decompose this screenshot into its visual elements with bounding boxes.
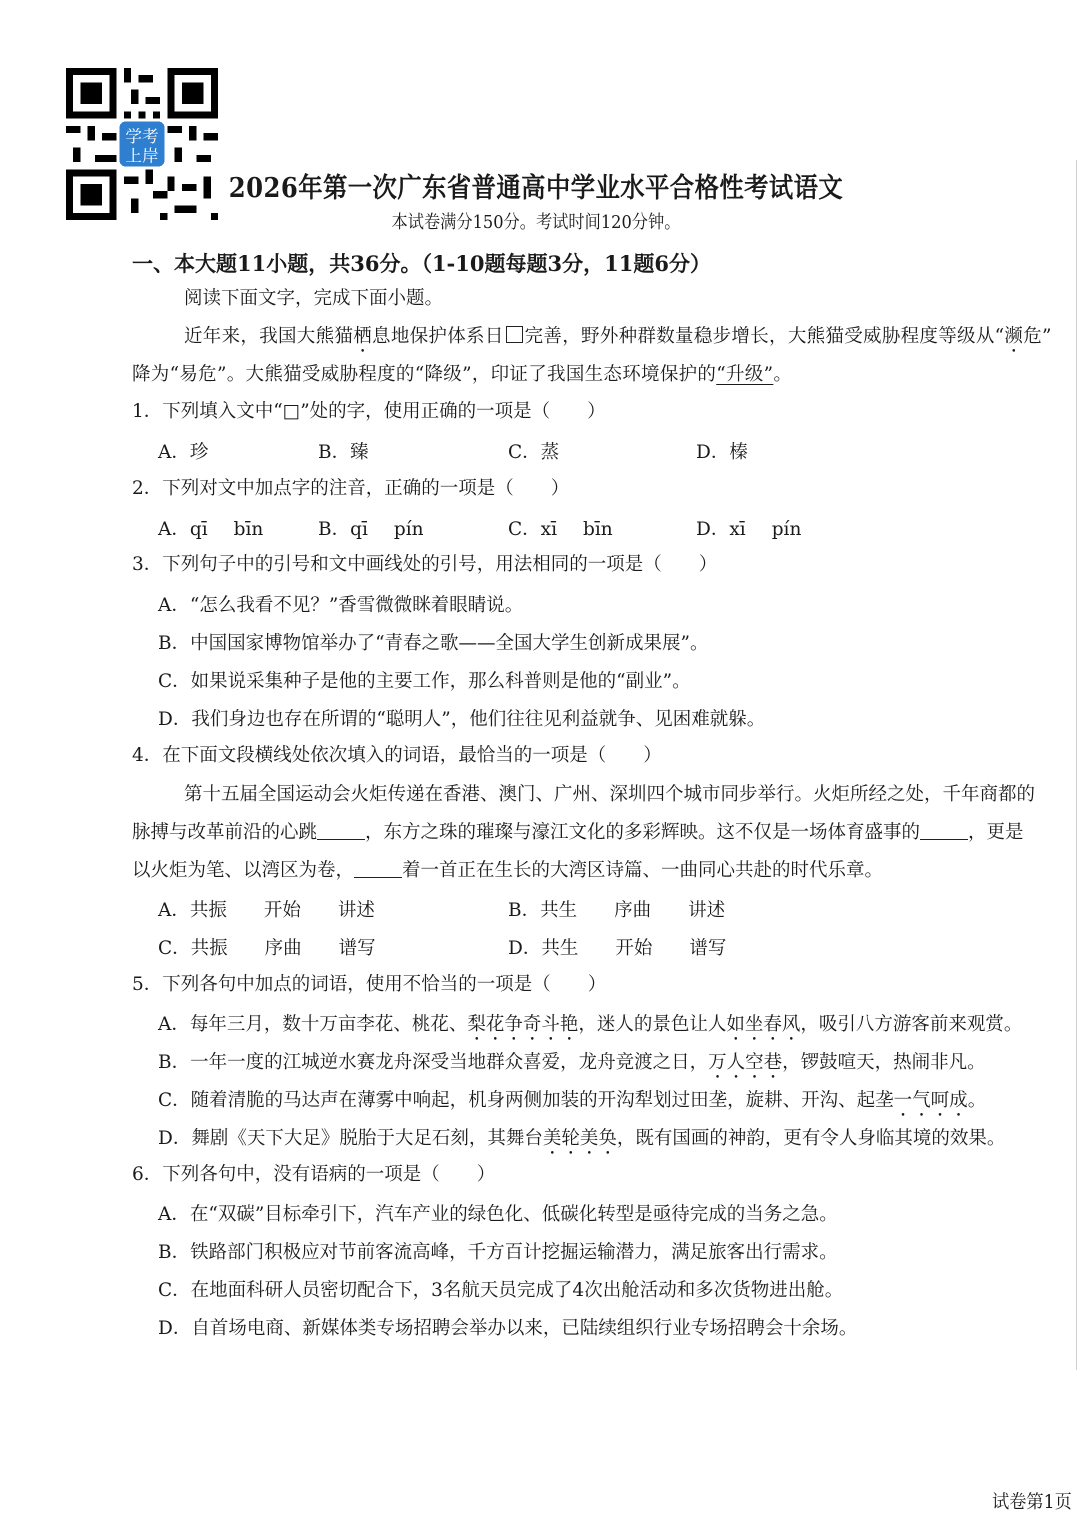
question-6-stem: 6．下列各句中，没有语病的一项是（ ） [132, 1164, 496, 1185]
q2-option-c[interactable] [508, 515, 613, 541]
passage-text: 近年来，我国大熊猫 [184, 326, 354, 347]
q6-option-a[interactable]: A．在“双碳”目标牵引下，汽车产业的绿色化、低碳化转型是亟待完成的当务之急。 [158, 1204, 838, 1225]
q5-option-d[interactable] [158, 1124, 1005, 1159]
question-3-stem: 3．下列句子中的引号和文中画线处的引号，用法相同的一项是（ ） [132, 554, 718, 575]
pinyin-2: bīn [583, 519, 613, 540]
q3-option-b[interactable]: B．中国国家博物馆举办了“青春之歌——全国大学生创新成果展”。 [158, 633, 709, 654]
q4-option-a[interactable]: A．共振 开始 讲述 [158, 900, 375, 921]
q1-option-d[interactable]: D．榛 [696, 442, 748, 463]
q6-option-b[interactable]: B．铁路部门积极应对节前客流高峰，千方百计挖掘运输潜力，满足旅客出行需求。 [158, 1242, 838, 1263]
q4-option-b[interactable]: B．共生 序曲 讲述 [508, 900, 726, 921]
passage-text: ，东方之珠的璀璨与濠江文化的多彩辉映。这不仅是一场体育盛事的 [365, 822, 921, 843]
passage-text: 完善，野外种群数量稳步增长，大熊猫受威胁程度等级从“ [524, 326, 1005, 347]
passage-text: 。 [773, 364, 793, 385]
q3-option-d[interactable]: D．我们身边也存在所谓的“聪明人”，他们往往见利益就争、见困难就躲。 [158, 709, 766, 730]
q4-option-c[interactable]: C．共振 序曲 谱写 [158, 938, 376, 959]
passage-text: 着一首正在生长的大湾区诗篇、一曲同心共赴的时代乐章。 [402, 860, 884, 881]
option-text: ，既有国画的神韵，更有令人身临其境的效果。 [616, 1128, 1006, 1149]
passage-text: 以火炬为笔、以湾区为卷， [132, 860, 355, 881]
q5-option-c[interactable] [158, 1086, 986, 1121]
q2-option-a[interactable] [158, 515, 263, 541]
dotted-char: 濒 [1004, 326, 1024, 347]
pinyin-1: A．qī [158, 519, 208, 540]
question-2-stem: 2．下列对文中加点字的注音，正确的一项是（ ） [132, 478, 570, 499]
pinyin-1: D．xī [696, 519, 746, 540]
q1-option-c[interactable]: C．蒸 [508, 442, 560, 463]
question-4-stem: 4．在下面文段横线处依次填入的词语，最恰当的一项是（ ） [132, 745, 662, 766]
q1-option-b[interactable]: B．臻 [318, 442, 369, 463]
blank-box [506, 326, 523, 343]
dotted-word: 梨花争奇斗艳 [467, 1014, 579, 1035]
q4-passage-line-3 [132, 858, 883, 884]
passage-text: 降为“易危”。大熊猫受威胁程度的“降级”，印证了我国生态环境保护的 [132, 364, 717, 385]
intro-text: 阅读下面文字，完成下面小题。 [184, 288, 444, 309]
dotted-char: 栖 [353, 326, 373, 347]
q5-option-b[interactable] [158, 1048, 986, 1083]
option-text: A．每年三月，数十万亩李花、桃花、 [158, 1014, 468, 1035]
option-text: D．舞剧《天下大足》脱胎于大足石刻，其舞台 [158, 1128, 543, 1149]
exam-subtitle: 本试卷满分150分。考试时间120分钟。 [391, 212, 681, 233]
q2-option-b[interactable] [318, 515, 424, 541]
option-text: ，迷人的景色让人 [578, 1014, 727, 1035]
underlined-text: “升级” [716, 364, 774, 385]
passage-text: 脉搏与改革前沿的心跳 [132, 822, 318, 843]
q3-option-a[interactable]: A．“怎么我看不见？”香雪微微眯着眼睛说。 [158, 595, 524, 616]
q4-option-d[interactable]: D．共生 开始 谱写 [508, 938, 727, 959]
page-edge-line [1076, 160, 1077, 1370]
passage-text: ，更是 [968, 822, 1024, 843]
question-5-stem: 5．下列各句中加点的词语，使用不恰当的一项是（ ） [132, 974, 607, 995]
pinyin-2: bīn [233, 519, 264, 540]
q4-passage-line-1: 第十五届全国运动会火炬传递在香港、澳门、广州、深圳四个城市同步举行。火炬所经之处，千年商都的 [184, 784, 1036, 805]
pinyin-2: pín [393, 519, 424, 540]
option-text: ，吸引八方游客前来观赏。 [800, 1014, 1023, 1035]
passage-text: 危” [1023, 326, 1052, 347]
option-text: ，锣鼓喧天，热闹非凡。 [782, 1052, 986, 1073]
q4-passage-line-2 [132, 820, 1024, 846]
dotted-word: 一气呵成 [893, 1090, 968, 1111]
dotted-word: 如坐春风 [726, 1014, 801, 1035]
question-1-stem: 1．下列填入文中“□”处的字，使用正确的一项是（ ） [132, 401, 606, 422]
fill-blank-2 [920, 821, 968, 840]
passage-line-1 [184, 324, 1052, 357]
passage-line-2 [132, 362, 792, 388]
passage-text: 息地保护体系日 [372, 326, 504, 347]
option-text: 。 [967, 1090, 987, 1111]
fill-blank-1 [317, 821, 365, 840]
q6-option-d[interactable]: D．自首场电商、新媒体类专场招聘会举办以来，已陆续组织行业专场招聘会十余场。 [158, 1318, 858, 1339]
pinyin-1: C．xī [508, 519, 558, 540]
qr-badge-text-1: 学考 [125, 126, 159, 146]
q6-option-c[interactable]: C．在地面科研人员密切配合下，3名航天员完成了4次出舱活动和多次货物进出舱。 [158, 1280, 844, 1301]
page-number: 试卷第1页 [992, 1492, 1073, 1513]
q3-option-c[interactable]: C．如果说采集种子是他的主要工作，那么科普则是他的“副业”。 [158, 671, 691, 692]
q2-option-d[interactable] [696, 515, 801, 541]
dotted-word: 万人空巷 [708, 1052, 783, 1073]
pinyin-1: B．qī [318, 519, 368, 540]
q1-option-a[interactable]: A．珍 [158, 442, 209, 463]
pinyin-2: pín [771, 519, 802, 540]
qr-badge-text-2: 上岸 [125, 146, 159, 166]
option-text: C．随着清脆的马达声在薄雾中响起，机身两侧加装的开沟犁划过田垄，旋耕、开沟、起垄 [158, 1090, 894, 1111]
fill-blank-3 [354, 859, 402, 878]
section-heading: 一、本大题11小题，共36分。（1-10题每题3分，11题6分） [132, 251, 711, 276]
option-text: B．一年一度的江城逆水赛龙舟深受当地群众喜爱，龙舟竞渡之日， [158, 1052, 709, 1073]
exam-title: 2026年第一次广东省普通高中学业水平合格性考试语文 [228, 173, 844, 204]
q5-option-a[interactable] [158, 1010, 1022, 1045]
dotted-word: 美轮美奂 [542, 1128, 617, 1149]
